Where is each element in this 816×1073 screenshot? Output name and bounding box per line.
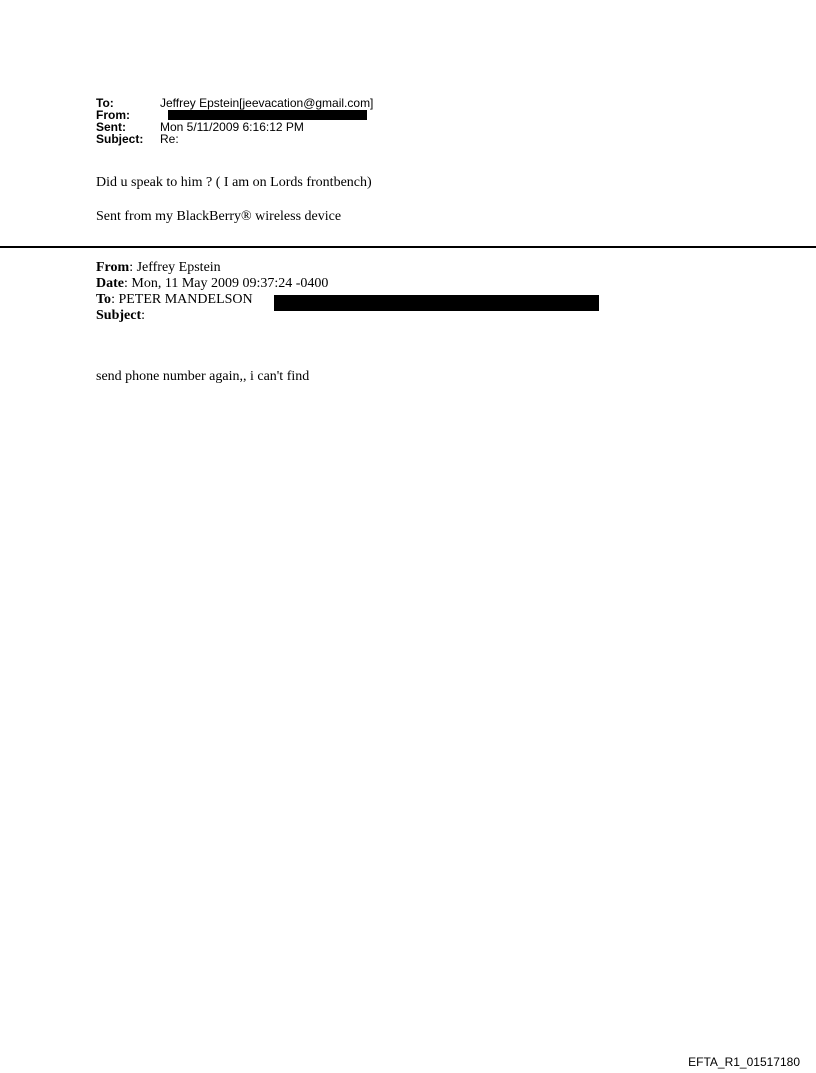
sent-label: Sent: (96, 120, 126, 134)
quoted-to-label: To (96, 292, 112, 307)
from-label: From: (96, 108, 130, 122)
quoted-body: send phone number again,, i can't find (96, 369, 310, 384)
quoted-subject-value: : (141, 308, 146, 323)
to-label: To: (96, 96, 114, 110)
sent-value: Mon 5/11/2009 6:16:12 PM (160, 120, 304, 134)
document-id: EFTA_R1_01517180 (688, 1055, 800, 1069)
quoted-date-row (96, 276, 328, 292)
signature-line: Sent from my BlackBerry® wireless device (96, 209, 342, 224)
to-value: Jeffrey Epstein[jeevacation@gmail.com] (160, 96, 374, 110)
quoted-subject-label: Subject (96, 308, 142, 323)
subject-value: Re: (160, 132, 179, 146)
quoted-date-value: : Mon, 11 May 2009 09:37:24 -0400 (124, 276, 329, 291)
quoted-to-value: : PETER MANDELSON (111, 292, 253, 307)
subject-label: Subject: (96, 132, 144, 146)
quoted-from-value: : Jeffrey Epstein (129, 260, 221, 275)
quoted-date-label: Date (96, 276, 124, 291)
to-redaction (274, 295, 599, 311)
from-redaction (168, 110, 367, 120)
quoted-header (96, 260, 328, 324)
divider (0, 246, 816, 248)
message-line: Did u speak to him ? ( I am on Lords frontbench) (96, 175, 372, 190)
quoted-from-label: From (96, 260, 130, 275)
quoted-from-row (96, 260, 328, 276)
